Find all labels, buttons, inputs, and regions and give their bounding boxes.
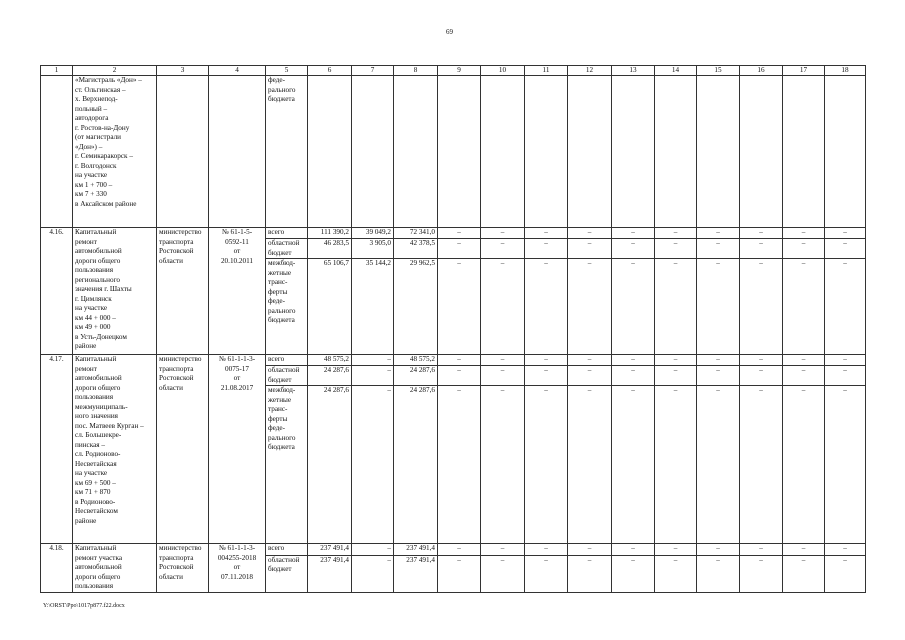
amount-col16: –	[740, 355, 783, 366]
amount-col7: –	[352, 555, 394, 592]
amount-col7: 35 144,2	[352, 259, 394, 355]
table-row	[41, 228, 866, 239]
column-number-5: 5	[266, 66, 308, 76]
amount-col11: –	[525, 228, 568, 239]
column-number-7: 7	[352, 66, 394, 76]
table-row	[41, 355, 866, 366]
expertise-ref	[209, 76, 266, 228]
amount-col8	[394, 76, 438, 228]
amount-col12: –	[568, 386, 612, 544]
amount-col7	[352, 76, 394, 228]
amount-col8: 42 378,5	[394, 239, 438, 259]
column-number-6: 6	[308, 66, 352, 76]
column-number-3: 3	[157, 66, 209, 76]
amount-col15: –	[697, 239, 740, 259]
amount-col7: –	[352, 355, 394, 366]
amount-col9: –	[438, 386, 481, 544]
amount-col14: –	[655, 386, 697, 544]
amount-col18: –	[825, 555, 866, 592]
amount-col8: 24 287,6	[394, 366, 438, 386]
amount-col15: –	[697, 544, 740, 556]
amount-col12: –	[568, 239, 612, 259]
amount-col10: –	[481, 544, 525, 556]
column-number-4: 4	[209, 66, 266, 76]
table-row	[41, 76, 866, 228]
total-amount: 46 283,5	[308, 239, 352, 259]
column-number-1: 1	[41, 66, 73, 76]
amount-col9: –	[438, 228, 481, 239]
amount-col17	[783, 76, 825, 228]
amount-col17: –	[783, 228, 825, 239]
total-amount: 111 390,2	[308, 228, 352, 239]
expertise-ref: № 61-1-1-3- 004255-2018 от 07.11.2018	[209, 544, 266, 593]
column-number-9: 9	[438, 66, 481, 76]
table-row	[41, 544, 866, 556]
amount-col18: –	[825, 228, 866, 239]
total-amount: 65 106,7	[308, 259, 352, 355]
amount-col11	[525, 76, 568, 228]
amount-col12: –	[568, 555, 612, 592]
amount-col17: –	[783, 366, 825, 386]
amount-col8: 237 491,4	[394, 544, 438, 556]
amount-col18: –	[825, 386, 866, 544]
column-number-18: 18	[825, 66, 866, 76]
total-amount: 24 287,6	[308, 366, 352, 386]
amount-col8: 24 287,6	[394, 386, 438, 544]
amount-col9: –	[438, 555, 481, 592]
funding-source: межбюд- жетные транс- ферты феде- рального бюджета	[266, 386, 308, 544]
page-number: 69	[446, 28, 453, 36]
funding-source: всего	[266, 544, 308, 556]
amount-col9: –	[438, 239, 481, 259]
amount-col10: –	[481, 259, 525, 355]
amount-col16: –	[740, 228, 783, 239]
total-amount: 237 491,4	[308, 544, 352, 556]
amount-col11: –	[525, 259, 568, 355]
amount-col17: –	[783, 544, 825, 556]
amount-col7: –	[352, 386, 394, 544]
amount-col11: –	[525, 555, 568, 592]
funding-source: областной бюджет	[266, 239, 308, 259]
column-number-17: 17	[783, 66, 825, 76]
column-number-13: 13	[612, 66, 655, 76]
amount-col8: 29 962,5	[394, 259, 438, 355]
amount-col10: –	[481, 555, 525, 592]
amount-col8: 72 341,0	[394, 228, 438, 239]
column-number-16: 16	[740, 66, 783, 76]
total-amount	[308, 76, 352, 228]
amount-col13: –	[612, 228, 655, 239]
total-amount: 24 287,6	[308, 386, 352, 544]
row-index: 4.18.	[41, 544, 73, 593]
column-number-10: 10	[481, 66, 525, 76]
amount-col15: –	[697, 259, 740, 355]
amount-col11: –	[525, 366, 568, 386]
amount-col10: –	[481, 355, 525, 366]
expertise-ref: № 61-1-5- 0592-11 от 20.10.2011	[209, 228, 266, 355]
amount-col12: –	[568, 544, 612, 556]
amount-col13: –	[612, 239, 655, 259]
amount-col10: –	[481, 386, 525, 544]
amount-col13	[612, 76, 655, 228]
amount-col14: –	[655, 239, 697, 259]
row-index: 4.16.	[41, 228, 73, 355]
amount-col9: –	[438, 366, 481, 386]
amount-col12: –	[568, 259, 612, 355]
amount-col14: –	[655, 355, 697, 366]
amount-col18: –	[825, 239, 866, 259]
amount-col15	[697, 76, 740, 228]
object-name: Капитальный ремонт участка автомобильной дороги общего пользования	[73, 544, 157, 593]
amount-col18: –	[825, 366, 866, 386]
column-number-8: 8	[394, 66, 438, 76]
amount-col9	[438, 76, 481, 228]
amount-col12: –	[568, 228, 612, 239]
amount-col18	[825, 76, 866, 228]
row-index	[41, 76, 73, 228]
amount-col18: –	[825, 259, 866, 355]
amount-col7: 3 905,0	[352, 239, 394, 259]
amount-col17: –	[783, 259, 825, 355]
funding-source: всего	[266, 355, 308, 366]
amount-col8: 48 575,2	[394, 355, 438, 366]
funding-source: всего	[266, 228, 308, 239]
column-number-2: 2	[73, 66, 157, 76]
amount-col14	[655, 76, 697, 228]
customer: министерство транспорта Ростовской области	[157, 544, 209, 593]
amount-col9: –	[438, 355, 481, 366]
funding-source: феде- рального бюджета	[266, 76, 308, 228]
amount-col16: –	[740, 366, 783, 386]
amount-col14: –	[655, 366, 697, 386]
amount-col17: –	[783, 355, 825, 366]
total-amount: 237 491,4	[308, 555, 352, 592]
amount-col17: –	[783, 555, 825, 592]
customer: министерство транспорта Ростовской области	[157, 355, 209, 544]
customer	[157, 76, 209, 228]
amount-col13: –	[612, 544, 655, 556]
object-name: Капитальный ремонт автомобильной дороги общего пользования межмуниципаль- ного значения пос. Матвеев Курган – сл. Большекре- пинская – сл. Родионово- Несветайская на участке км 69 + 500 – км 71 + 870 в Родионово- Несветайском районе	[73, 355, 157, 544]
object-name: «Магистраль «Дон» – ст. Ольгинская – х. Верхнепод- польный – автодорога г. Ростов-на-Дону (от магистрали «Дон») – г. Семикаракорск – г. Волгодонск на участке км 1 + 700 – км 7 + 330 в Аксайском районе	[73, 76, 157, 228]
amount-col14: –	[655, 259, 697, 355]
row-index: 4.17.	[41, 355, 73, 544]
amount-col14: –	[655, 544, 697, 556]
amount-col11: –	[525, 355, 568, 366]
amount-col16	[740, 76, 783, 228]
amount-col11: –	[525, 239, 568, 259]
amount-col13: –	[612, 555, 655, 592]
amount-col11: –	[525, 386, 568, 544]
amount-col13: –	[612, 259, 655, 355]
amount-col13: –	[612, 386, 655, 544]
amount-col10	[481, 76, 525, 228]
amount-col9: –	[438, 259, 481, 355]
amount-col12	[568, 76, 612, 228]
amount-col15: –	[697, 228, 740, 239]
amount-col13: –	[612, 355, 655, 366]
amount-col12: –	[568, 366, 612, 386]
amount-col7: –	[352, 366, 394, 386]
amount-col10: –	[481, 239, 525, 259]
amount-col10: –	[481, 228, 525, 239]
amount-col16: –	[740, 544, 783, 556]
total-amount: 48 575,2	[308, 355, 352, 366]
amount-col17: –	[783, 386, 825, 544]
file-path-footer: Y:\ORST\Ppo\1017p877.f22.docx	[43, 603, 125, 609]
amount-col7: –	[352, 544, 394, 556]
amount-col15: –	[697, 386, 740, 544]
amount-col16: –	[740, 386, 783, 544]
expertise-ref: № 61-1-1-3- 0075-17 от 21.08.2017	[209, 355, 266, 544]
funding-source: областной бюджет	[266, 555, 308, 592]
amount-col8: 237 491,4	[394, 555, 438, 592]
column-number-14: 14	[655, 66, 697, 76]
customer: министерство транспорта Ростовской области	[157, 228, 209, 355]
amount-col7: 39 049,2	[352, 228, 394, 239]
amount-col14: –	[655, 228, 697, 239]
amount-col17: –	[783, 239, 825, 259]
column-number-11: 11	[525, 66, 568, 76]
funding-source: областной бюджет	[266, 366, 308, 386]
object-name: Капитальный ремонт автомобильной дороги общего пользования регионального значения г. Шахты г. Цимлянск на участке км 44 + 000 – км 49 + 000 в Усть-Донецком районе	[73, 228, 157, 355]
amount-col15: –	[697, 355, 740, 366]
column-number-15: 15	[697, 66, 740, 76]
header-row	[41, 66, 866, 76]
amount-col15: –	[697, 366, 740, 386]
budget-table	[40, 65, 866, 593]
amount-col9: –	[438, 544, 481, 556]
amount-col13: –	[612, 366, 655, 386]
amount-col14: –	[655, 555, 697, 592]
amount-col16: –	[740, 259, 783, 355]
amount-col18: –	[825, 355, 866, 366]
amount-col18: –	[825, 544, 866, 556]
amount-col16: –	[740, 239, 783, 259]
amount-col10: –	[481, 366, 525, 386]
funding-source: межбюд- жетные транс- ферты феде- рального бюджета	[266, 259, 308, 355]
amount-col16: –	[740, 555, 783, 592]
amount-col11: –	[525, 544, 568, 556]
amount-col12: –	[568, 355, 612, 366]
amount-col15: –	[697, 555, 740, 592]
column-number-12: 12	[568, 66, 612, 76]
